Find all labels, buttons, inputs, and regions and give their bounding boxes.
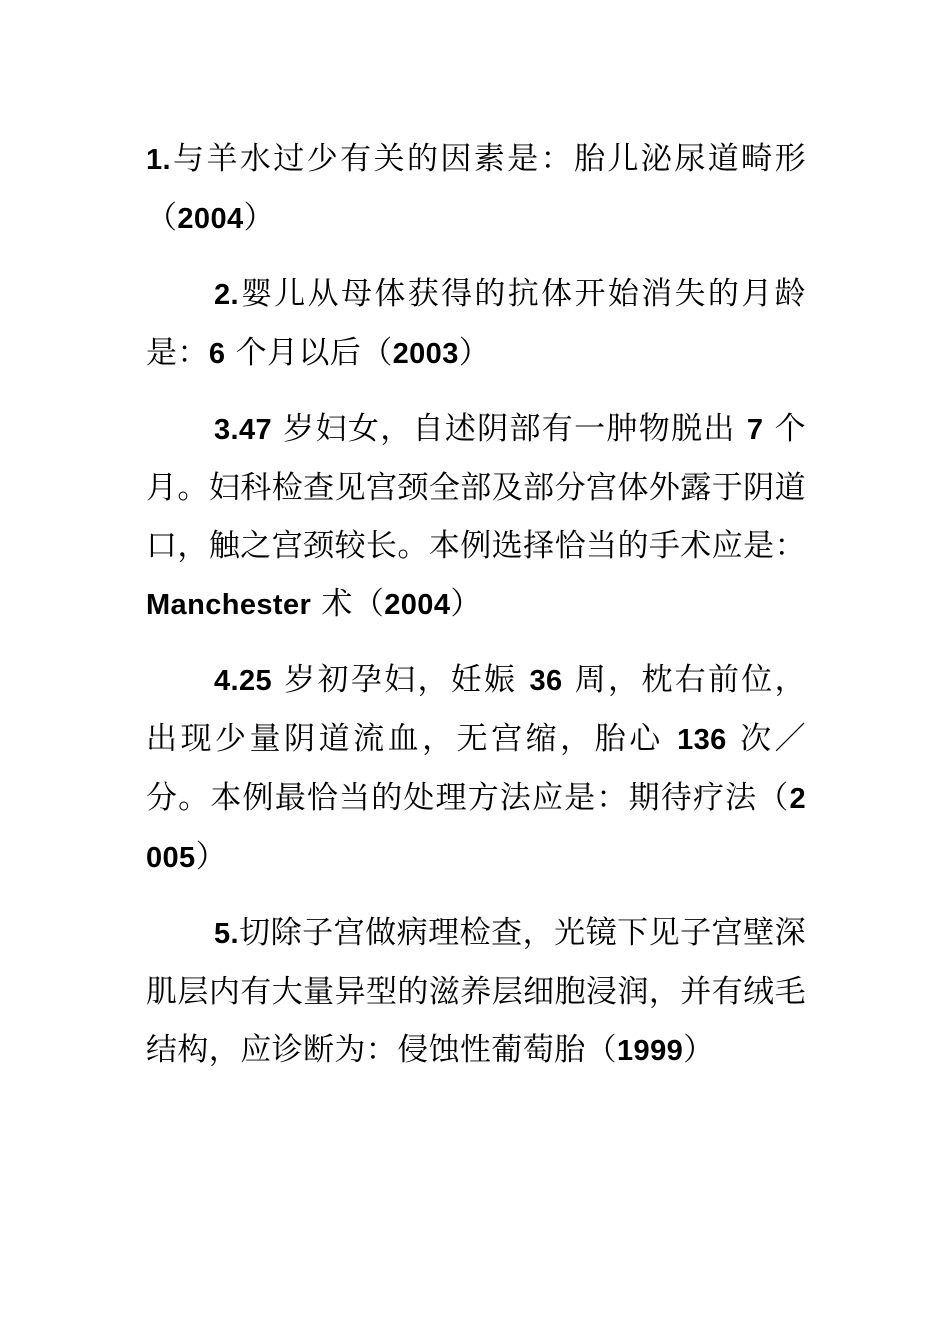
question-item-3: [146, 400, 806, 634]
question-number: 1.: [146, 144, 171, 176]
exam-year: 2004: [384, 589, 451, 621]
question-text-part-1: 岁初孕妇，妊娠: [272, 662, 530, 698]
question-text: 婴儿从母体获得的抗体开始消失的月龄是：: [146, 276, 806, 371]
year-open-paren: （: [361, 335, 393, 371]
answer-number: 6: [208, 338, 226, 370]
year-open-paren: （: [585, 1032, 618, 1068]
question-number: 2.: [214, 279, 239, 311]
year-open-paren: （: [352, 586, 385, 622]
question-item-5: [146, 904, 806, 1080]
question-text-part-1: 岁妇女，自述阴部有一肿物脱出: [272, 411, 747, 447]
answer-text: 个月以后: [225, 335, 362, 371]
fetal-heart-rate: 136: [677, 724, 727, 756]
answer-text: 胎儿泌尿道畸形: [574, 141, 806, 177]
year-close-paren: ）: [683, 1032, 715, 1068]
question-text: 与羊水过少有关的因素是：: [171, 141, 575, 177]
question-item-1: [146, 130, 806, 248]
patient-age: 47: [239, 414, 273, 446]
answer-text: 侵蚀性葡萄胎: [397, 1032, 586, 1068]
question-text: 切除子宫做病理检查，光镜下见子宫壁深肌层内有大量异型的滋养层细胞浸润，并有绒毛结构，应诊断为：: [146, 915, 806, 1068]
question-number: 5.: [214, 918, 239, 950]
question-text-part-3: 次／分。本例最恰当的处理方法应是：: [146, 721, 806, 816]
answer-procedure-name: Manchester: [146, 589, 312, 621]
exam-year: 2003: [392, 338, 459, 370]
year-close-paren: ）: [450, 586, 482, 622]
answer-text: 术: [311, 586, 353, 622]
gestation-weeks: 36: [529, 665, 563, 697]
year-open-paren: （: [146, 200, 178, 236]
year-open-paren: （: [757, 780, 790, 816]
question-item-2: [146, 265, 806, 383]
exam-year: 2005: [146, 783, 807, 874]
duration-months: 7: [746, 414, 764, 446]
answer-text: 期待疗法: [628, 780, 758, 816]
question-item-4: [146, 651, 806, 887]
year-close-paren: ）: [243, 200, 275, 236]
exam-year: 2004: [177, 203, 244, 235]
question-number: 3.: [214, 414, 239, 446]
year-close-paren: ）: [195, 839, 227, 875]
question-number: 4.: [214, 665, 239, 697]
year-close-paren: ）: [458, 335, 491, 371]
question-text-part-2: 周，枕右前位，出现少量阴道流血，无宫缩，胎心: [146, 662, 806, 757]
question-list: [146, 130, 806, 1097]
question-text-part-2: 个月。妇科检查见宫颈全部及部分宫体外露于阴道口，触之宫颈较长。本例选择恰当的手术应是：: [146, 411, 806, 564]
exam-year: 1999: [617, 1035, 684, 1067]
patient-age: 25: [239, 665, 273, 697]
